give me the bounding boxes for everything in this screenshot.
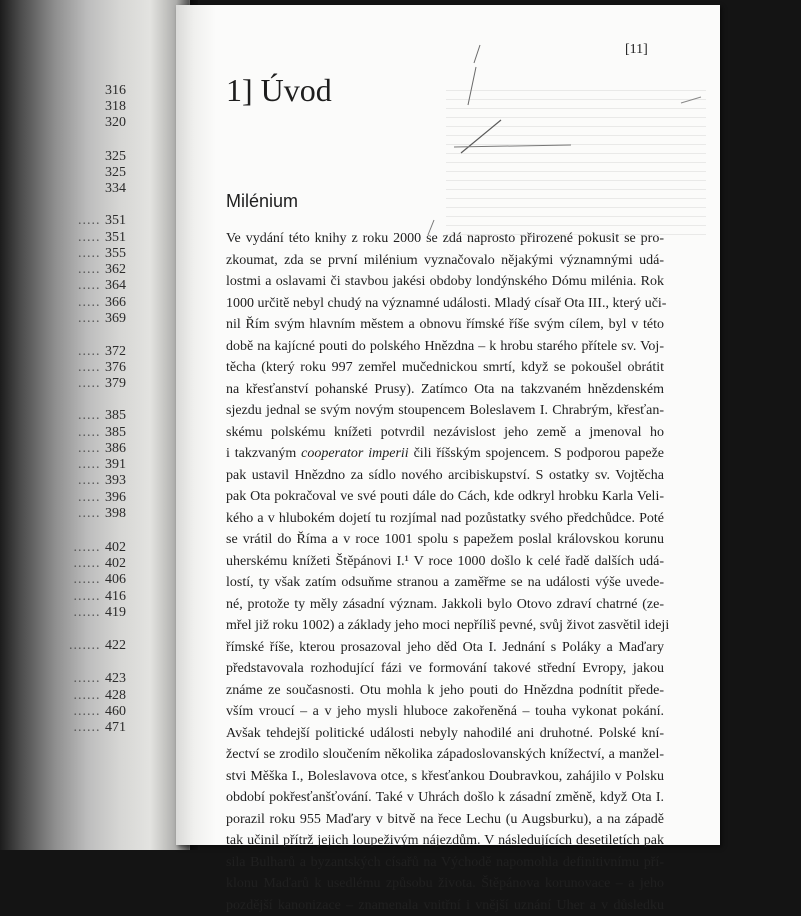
body-line: mřel již roku 1002) a základy jeho moci nepříliš pevné, svůj život zasvětil ideji bbox=[226, 615, 664, 637]
toc-page-number-value: 325 bbox=[105, 165, 126, 180]
toc-leader-dots: ..... bbox=[78, 490, 105, 505]
toc-page-number-value: 393 bbox=[105, 473, 126, 488]
toc-page-number-value: 316 bbox=[105, 83, 126, 98]
toc-page-number bbox=[78, 247, 126, 261]
toc-page-number-value: 386 bbox=[105, 441, 126, 456]
toc-page-number bbox=[105, 100, 126, 114]
toc-page-number-value: 428 bbox=[105, 688, 126, 703]
toc-page-number bbox=[78, 279, 126, 293]
toc-leader-dots: ....... bbox=[69, 638, 105, 653]
body-line: pak Ota pokračoval ve své pouti dále do Cách, kde odkryl hrobku Karla Veli- bbox=[226, 486, 664, 508]
toc-page-number bbox=[105, 182, 126, 196]
toc-page-number-value: 385 bbox=[105, 408, 126, 423]
toc-leader-dots: ...... bbox=[74, 589, 106, 604]
toc-page-number bbox=[105, 166, 126, 180]
body-line: známe ze současnosti. Otu mohla k jeho pouti do Hnězdna podnítit přede- bbox=[226, 680, 664, 702]
toc-page-number bbox=[74, 573, 127, 587]
body-line: skému polskému knížeti potvrdil nezávislost jeho země a jmenoval ho bbox=[226, 422, 664, 444]
toc-page-number bbox=[78, 231, 126, 245]
toc-page-number-value: 391 bbox=[105, 457, 126, 472]
body-line: sjezdu jednal se svým novým stoupencem Boleslavem I. Chrabrým, křesťan- bbox=[226, 400, 664, 422]
toc-leader-dots: ...... bbox=[74, 605, 106, 620]
toc-page-number-value: 398 bbox=[105, 506, 126, 521]
body-line: né, protože ty měly zásadní význam. Jakkoli bylo Otovo zdraví chatrné (ze- bbox=[226, 594, 664, 616]
toc-page-number-value: 416 bbox=[105, 589, 126, 604]
toc-page-number-value: 320 bbox=[105, 115, 126, 130]
body-line: době na kajícné pouti do polského Hnězdna – k hrobu starého přítele sv. Voj- bbox=[226, 336, 664, 358]
toc-page-number bbox=[78, 474, 126, 488]
toc-leader-dots: ...... bbox=[74, 556, 106, 571]
toc-leader-dots: ...... bbox=[74, 671, 106, 686]
body-line: sila Bulharů a byzantských císařů na Východě napomohla definitivnímu pří- bbox=[226, 852, 664, 874]
toc-leader-dots: ..... bbox=[78, 473, 105, 488]
toc-page-number bbox=[74, 606, 127, 620]
body-line: Ve vydání této knihy z roku 2000 se zdá naprosto přirozené pokusit se pro- bbox=[226, 228, 664, 250]
toc-leader-dots: ..... bbox=[78, 311, 105, 326]
toc-page-number bbox=[78, 409, 126, 423]
body-line: lostí, ty však zatím odsuňme stranou a zaměřme se na události výše uvede- bbox=[226, 572, 664, 594]
toc-page-number bbox=[74, 672, 127, 686]
toc-page-number-value: 369 bbox=[105, 311, 126, 326]
toc-leader-dots: ..... bbox=[78, 376, 105, 391]
body-line: 1000 určitě nebyl chudý na významné události. Mladý císař Ota III., který uči- bbox=[226, 293, 664, 315]
toc-page-number-value: 422 bbox=[105, 638, 126, 653]
toc-leader-dots: ..... bbox=[78, 425, 105, 440]
toc-leader-dots: ...... bbox=[74, 720, 106, 735]
toc-leader-dots: ..... bbox=[78, 344, 105, 359]
body-line: porazil roku 955 Maďary v bitvě na řece Lechu (u Augsburku), a na západě bbox=[226, 809, 664, 831]
italic-term: cooperator imperii bbox=[301, 446, 409, 461]
toc-page-number bbox=[78, 442, 126, 456]
toc-page-number-value: 385 bbox=[105, 425, 126, 440]
toc-leader-dots: ..... bbox=[78, 457, 105, 472]
body-line: nil Řím svým hlavním městem a obnovu římské říše svým cílem, byl v této bbox=[226, 314, 664, 336]
toc-page-number-value: 366 bbox=[105, 295, 126, 310]
toc-page-number bbox=[74, 689, 127, 703]
toc-leader-dots: ...... bbox=[74, 688, 106, 703]
toc-leader-dots: ..... bbox=[78, 506, 105, 521]
body-line: pozdější kanonizace – znamenala vnitřní i vnější uznání Uher a v důsledku bbox=[226, 895, 664, 916]
toc-page-number-value: 334 bbox=[105, 181, 126, 196]
toc-page-number-value: 419 bbox=[105, 605, 126, 620]
toc-page-number-value: 423 bbox=[105, 671, 126, 686]
body-line: představovala rozhodující fázi ve formování takové střední Evropy, jakou bbox=[226, 658, 664, 680]
body-line: na křesťanství pohanské Prusy). Zatímco Ota na takzvaném hnězdenském bbox=[226, 379, 664, 401]
toc-leader-dots: ..... bbox=[78, 246, 105, 261]
toc-page-number-value: 406 bbox=[105, 572, 126, 587]
toc-page-number-value: 364 bbox=[105, 278, 126, 293]
toc-leader-dots: ..... bbox=[78, 278, 105, 293]
toc-page-number-value: 351 bbox=[105, 230, 126, 245]
toc-page-number-value: 471 bbox=[105, 720, 126, 735]
toc-page-number bbox=[74, 590, 127, 604]
toc-page-number bbox=[105, 84, 126, 98]
toc-leader-dots: ..... bbox=[78, 230, 105, 245]
toc-page-number bbox=[74, 705, 127, 719]
toc-leader-dots: ...... bbox=[74, 572, 106, 587]
body-line: se vrátil do Říma a v roce 1001 spolu s papežem poslal královskou korunu bbox=[226, 529, 664, 551]
toc-page-number bbox=[78, 263, 126, 277]
toc-page-number-value: 355 bbox=[105, 246, 126, 261]
page-number: [11] bbox=[625, 42, 648, 58]
toc-page-number bbox=[105, 150, 126, 164]
toc-page-number-value: 362 bbox=[105, 262, 126, 277]
body-text bbox=[226, 228, 664, 916]
body-line: uherskému knížeti Štěpánovi I.¹ V roce 1000 došlo k celé řadě dalších udá- bbox=[226, 551, 664, 573]
toc-page-number-value: 351 bbox=[105, 213, 126, 228]
toc-page-number bbox=[78, 377, 126, 391]
chapter-title: 1] Úvod bbox=[226, 72, 332, 109]
table-of-contents-fragment bbox=[0, 0, 150, 850]
body-line: zkoumat, zda se první milénium vyznačovalo nějakými významnými udá- bbox=[226, 250, 664, 272]
body-line: stvi Měška I., Boleslavova otce, s křesťankou Doubravkou, zahájilo v Polsku bbox=[226, 766, 664, 788]
toc-leader-dots: ..... bbox=[78, 408, 105, 423]
body-line: žectví se zrodilo sloučením několika západoslovanských knížectví, a manžel- bbox=[226, 744, 664, 766]
toc-leader-dots: ..... bbox=[78, 213, 105, 228]
toc-page-number bbox=[74, 721, 127, 735]
body-line: klonu Maďarů k usedlému způsobu života. Štěpánova korunovace – a jeho bbox=[226, 873, 664, 895]
body-line: kého a v hlubokém dojetí tu rozjímal nad pozůstatky svého předchůdce. Poté bbox=[226, 508, 664, 530]
toc-page-number bbox=[78, 312, 126, 326]
body-line: lostmi a oslavami či stavbou jakési obdoby londýnského Dómu milénia. Rok bbox=[226, 271, 664, 293]
toc-page-number-value: 396 bbox=[105, 490, 126, 505]
toc-page-number-value: 379 bbox=[105, 376, 126, 391]
toc-page-number bbox=[78, 345, 126, 359]
toc-page-number bbox=[78, 491, 126, 505]
toc-page-number bbox=[74, 541, 127, 555]
toc-page-number bbox=[78, 361, 126, 375]
body-line: tak učinil přítrž jejich loupeživým nájezdům. V následujících desetiletích pak bbox=[226, 830, 664, 852]
toc-leader-dots: ...... bbox=[74, 704, 106, 719]
toc-page-number bbox=[78, 507, 126, 521]
body-line: období pokřesťanšťování. Také v Uhrách došlo k zásadní změně, když Ota I. bbox=[226, 787, 664, 809]
body-line: těcha (který roku 997 zemřel mučednickou smrtí, když se pokoušel obrátit bbox=[226, 357, 664, 379]
toc-page-number-value: 325 bbox=[105, 149, 126, 164]
body-line: vším vroucí – a v jeho mysli hluboce zakořeněná – touha vykonat pokání. bbox=[226, 701, 664, 723]
body-line: pak ustavil Hnězdno za sídlo nového arcibiskupství. S ostatky sv. Vojtěcha bbox=[226, 465, 664, 487]
toc-page-number-value: 402 bbox=[105, 540, 126, 555]
toc-page-number bbox=[74, 557, 127, 571]
section-heading: Milénium bbox=[226, 191, 298, 212]
toc-page-number bbox=[78, 426, 126, 440]
toc-page-number-value: 460 bbox=[105, 704, 126, 719]
toc-page-number-value: 372 bbox=[105, 344, 126, 359]
toc-leader-dots: ...... bbox=[74, 540, 106, 555]
toc-leader-dots: ..... bbox=[78, 295, 105, 310]
toc-leader-dots: ..... bbox=[78, 262, 105, 277]
body-line: Avšak tehdejší politické události nebyly nahodilé ani druhotné. Polské kní- bbox=[226, 723, 664, 745]
toc-leader-dots: ..... bbox=[78, 441, 105, 456]
toc-page-number-value: 376 bbox=[105, 360, 126, 375]
right-page bbox=[176, 5, 720, 845]
body-line: i takzvaným cooperator imperii čili říšským spojencem. S podporou papeže bbox=[226, 443, 664, 465]
toc-page-number-value: 402 bbox=[105, 556, 126, 571]
toc-page-number bbox=[105, 116, 126, 130]
toc-page-number bbox=[78, 296, 126, 310]
toc-leader-dots: ..... bbox=[78, 360, 105, 375]
body-line: římské říše, kterou prosazoval jeho děd Ota I. Jednání s Poláky a Maďary bbox=[226, 637, 664, 659]
toc-page-number bbox=[69, 639, 126, 653]
toc-page-number-value: 318 bbox=[105, 99, 126, 114]
toc-page-number bbox=[78, 214, 126, 228]
toc-page-number bbox=[78, 458, 126, 472]
